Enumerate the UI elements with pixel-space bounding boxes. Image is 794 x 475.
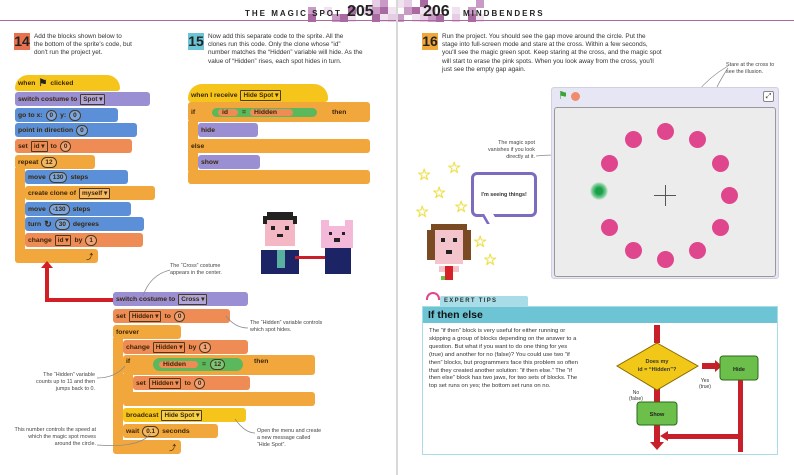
note-stare: Stare at the cross to see the illusion.	[726, 62, 775, 75]
step-badge-14: 14	[14, 33, 30, 49]
magician-sprite	[261, 212, 325, 274]
create-clone-block[interactable]	[25, 186, 155, 200]
block-label: clicked	[50, 79, 74, 87]
block-label: by	[74, 236, 83, 244]
turn-block[interactable]	[25, 217, 144, 231]
set-hidden-block[interactable]	[113, 309, 230, 323]
costume-dropdown[interactable]: Cross ▾	[178, 294, 207, 305]
red-connector-arrow	[45, 266, 49, 302]
block-label: set	[18, 142, 28, 150]
girl-sprite	[425, 222, 475, 280]
decision-line-2: id = “Hidden”?	[637, 367, 677, 373]
block-label: broadcast	[126, 411, 159, 419]
block-label: move	[28, 173, 46, 181]
block-label: by	[188, 343, 197, 351]
block-label: set	[116, 312, 126, 320]
star-icon: ☆	[417, 167, 432, 184]
yes-label: Yes	[700, 378, 710, 384]
if-c-arm	[123, 374, 133, 394]
stop-icon[interactable]	[571, 92, 580, 101]
block-label: switch costume to	[18, 95, 78, 103]
star-icon: ☆	[447, 160, 462, 177]
expert-tips-body: The “if then” block is very useful for either running or skipping a group of blocks depending on the answer to a question. But what if you want to do one thing for yes (true) and another for no (false)? You could use two “if then” blocks, but programmers face this problem so often that they created another solution: “if then else.” The “if then else” block has two jaws, for two sets of blocks. The top set runs on yes; the bottom set runs on no.	[429, 328, 578, 390]
block-label: switch costume to	[116, 295, 176, 303]
pink-spot	[625, 242, 642, 259]
repeat-c-arm	[15, 168, 25, 252]
move-block[interactable]	[25, 170, 128, 184]
value-input[interactable]: 0	[194, 378, 206, 389]
message-dropdown[interactable]: Hide Spot ▾	[161, 410, 202, 421]
by-input[interactable]: 1	[199, 342, 211, 353]
note-hidden-controls: The “Hidden” variable controls which spot hides.	[250, 320, 323, 333]
block-label: turn	[28, 220, 42, 228]
block-label: then	[332, 108, 347, 116]
show-label: Show	[649, 412, 665, 418]
show-block[interactable]	[198, 155, 260, 169]
variable-dropdown[interactable]: Hidden ▾	[129, 311, 162, 322]
block-label: set	[136, 379, 146, 387]
block-label: point in direction	[18, 126, 74, 134]
header-pixel	[476, 0, 484, 8]
pink-spot	[601, 155, 618, 172]
step-text-16: Run the project. You should see the gap move around the circle. Put the stage into full-screen mode and stare at the cross. Within a few seconds, you'll see the magic green spot. Keep staring at the cross, and the magic spot will start to erase the pink spots. When you look away from the cross, you'll just see the empty gap again.	[442, 33, 662, 73]
header-pixel	[404, 7, 412, 15]
star-icon: ☆	[454, 199, 469, 216]
green-flag-icon[interactable]: ⚑	[558, 90, 568, 102]
set-variable-block[interactable]	[15, 139, 132, 153]
equals-operator[interactable]	[212, 108, 317, 117]
by-input[interactable]: 1	[85, 235, 97, 246]
pink-spot	[689, 242, 706, 259]
star-icon: ☆	[415, 204, 430, 221]
running-head-left: THE MAGIC SPOT	[245, 9, 342, 18]
y-input[interactable]: 0	[69, 110, 81, 121]
flow-arrows	[650, 325, 743, 452]
move-back-block[interactable]	[25, 202, 131, 216]
page-gutter	[396, 0, 398, 475]
variable-dropdown[interactable]: id ▾	[31, 141, 48, 152]
point-direction-block[interactable]	[15, 123, 137, 137]
step-text-15: Now add this separate code to the sprite. All the clones run this code. Only the clone whose “id” number matches the “Hidden” variable will hide. As the value of “Hidden” rises, each spot hides in turn.	[208, 33, 363, 65]
hidden-reporter[interactable]: Hidden	[159, 361, 198, 368]
equals-sign: =	[202, 361, 207, 368]
expert-tips-tab: EXPERT TIPS	[440, 296, 528, 306]
block-label: forever	[116, 328, 140, 336]
loop-arrow-icon: ⤴	[169, 445, 176, 452]
repeat-count-input[interactable]: 12	[41, 157, 56, 168]
x-input[interactable]: 0	[46, 110, 58, 121]
block-label: to	[164, 312, 171, 320]
hide-label: Hide	[733, 367, 745, 373]
rotate-clockwise-icon: ↻	[44, 218, 52, 229]
go-to-xy-block[interactable]	[15, 108, 118, 122]
expert-tips-title: If then else	[423, 307, 777, 323]
page-number-left: 205	[347, 3, 374, 20]
no-label: No	[632, 390, 640, 396]
fullscreen-icon[interactable]: ⤢	[763, 91, 774, 102]
block-label: else	[191, 142, 205, 150]
magician-and-rabbit-sprites	[255, 212, 360, 274]
step-badge-16: 16	[422, 33, 438, 49]
message-dropdown[interactable]: Hide Spot ▾	[240, 90, 281, 101]
when-i-receive-block[interactable]	[188, 84, 328, 102]
hide-block[interactable]	[198, 123, 258, 137]
pink-spot	[657, 123, 674, 140]
expert-icon	[426, 292, 440, 300]
direction-input[interactable]: 0	[76, 125, 88, 136]
note-menu: Open the menu and create a new message called “Hide Spot”.	[257, 428, 322, 448]
hidden-reporter[interactable]: Hidden	[250, 109, 293, 116]
step-text-14: Add the blocks shown below to the bottom of the sprite's code, but don't run the project yet.	[34, 33, 132, 57]
block-label: when	[18, 79, 36, 87]
block-label: move	[28, 205, 46, 213]
block-label: create clone of	[28, 189, 76, 197]
loop-arrow-icon: ⤴	[86, 254, 93, 261]
note-vanish: The magic spot vanishes if you look directly at it.	[487, 140, 535, 160]
block-label: to	[50, 142, 57, 150]
steps-input[interactable]: -130	[49, 204, 70, 215]
switch-costume-block[interactable]	[15, 92, 150, 106]
running-head-right: MINDBENDERS	[463, 9, 545, 18]
page-number-right: 206	[423, 3, 450, 20]
note-speed: This number controls the speed at which the magic spot moves around the circle.	[14, 427, 96, 447]
note-cross-costume: The “Cross” costume appears in the center.	[170, 263, 222, 276]
yes-sub: (true)	[699, 384, 711, 390]
if-else-end	[188, 170, 370, 184]
speech-bubble	[471, 172, 537, 217]
rabbit-sprite	[321, 220, 353, 274]
magic-green-spot	[590, 182, 608, 200]
reset-hidden-block[interactable]	[133, 376, 250, 390]
step-badge-15: 15	[188, 33, 204, 49]
wait-block[interactable]	[123, 424, 218, 438]
broadcast-block[interactable]	[123, 408, 246, 422]
value-input[interactable]: 0	[60, 141, 72, 152]
when-flag-clicked-block[interactable]	[15, 75, 120, 91]
speech-text: I'm seeing things!	[481, 191, 527, 198]
arrow-head-icon	[41, 261, 53, 268]
pink-spot	[601, 219, 618, 236]
note-hidden-counts: The “Hidden” variable counts up to 11 and then jumps back to 0.	[36, 372, 95, 392]
variable-dropdown[interactable]: id ▾	[55, 235, 72, 246]
block-label: repeat	[18, 158, 39, 166]
costume-dropdown[interactable]: Spot ▾	[80, 94, 105, 105]
if-then-else-flowchart	[600, 322, 770, 452]
repeat-end	[15, 249, 98, 263]
block-label: to	[184, 379, 191, 387]
block-label: if	[191, 108, 196, 116]
else-label	[188, 139, 370, 153]
pink-spot	[657, 251, 674, 268]
pink-spot	[712, 219, 729, 236]
equals-sign: =	[242, 108, 247, 116]
degrees-input[interactable]: 30	[55, 219, 70, 230]
block-label: if	[126, 358, 131, 365]
star-icon: ☆	[473, 234, 488, 251]
change-variable-block[interactable]	[25, 233, 143, 247]
green-flag-icon: ⚑	[38, 77, 48, 89]
block-label: hide	[201, 126, 215, 134]
block-label: degrees	[72, 220, 99, 228]
id-reporter[interactable]: id	[218, 109, 238, 116]
wait-input[interactable]: 0.1	[142, 426, 159, 437]
decision-line-1: Does my	[645, 359, 669, 365]
pink-spot	[625, 131, 642, 148]
red-connector-arrow-h	[45, 298, 113, 302]
cross-icon-v	[665, 185, 666, 206]
pink-spot	[721, 187, 738, 204]
block-label: steps	[70, 173, 89, 181]
steps-input[interactable]: 130	[49, 172, 68, 183]
if-else-block[interactable]	[188, 102, 370, 122]
repeat-block[interactable]	[15, 155, 95, 169]
variable-dropdown[interactable]: Hidden ▾	[153, 342, 186, 353]
star-icon: ☆	[483, 252, 498, 269]
block-label: wait	[126, 427, 140, 435]
block-label: show	[201, 158, 219, 166]
star-icon: ☆	[432, 185, 447, 202]
block-label: go to x:	[18, 111, 43, 119]
switch-costume-cross-block[interactable]	[113, 292, 248, 306]
compare-input[interactable]: 12	[210, 359, 225, 370]
pink-spot	[712, 155, 729, 172]
no-sub: (false)	[629, 396, 643, 402]
block-label: seconds	[162, 427, 190, 435]
block-label: change	[28, 236, 52, 244]
variable-dropdown[interactable]: Hidden ▾	[149, 378, 182, 389]
change-hidden-block[interactable]	[123, 340, 248, 354]
value-input[interactable]: 0	[174, 311, 186, 322]
if-end	[123, 392, 315, 406]
clone-target-dropdown[interactable]: myself ▾	[79, 188, 110, 199]
if-then-block[interactable]	[123, 355, 315, 375]
pink-spot	[689, 131, 706, 148]
forever-c-arm	[113, 338, 123, 442]
forever-block[interactable]	[113, 325, 181, 339]
block-label: then	[254, 358, 269, 365]
block-label: steps	[72, 205, 91, 213]
equals-operator[interactable]	[153, 358, 243, 371]
block-label: change	[126, 343, 150, 351]
block-label: when I receive	[191, 91, 238, 99]
forever-end	[113, 440, 181, 454]
block-label: y:	[60, 111, 67, 119]
